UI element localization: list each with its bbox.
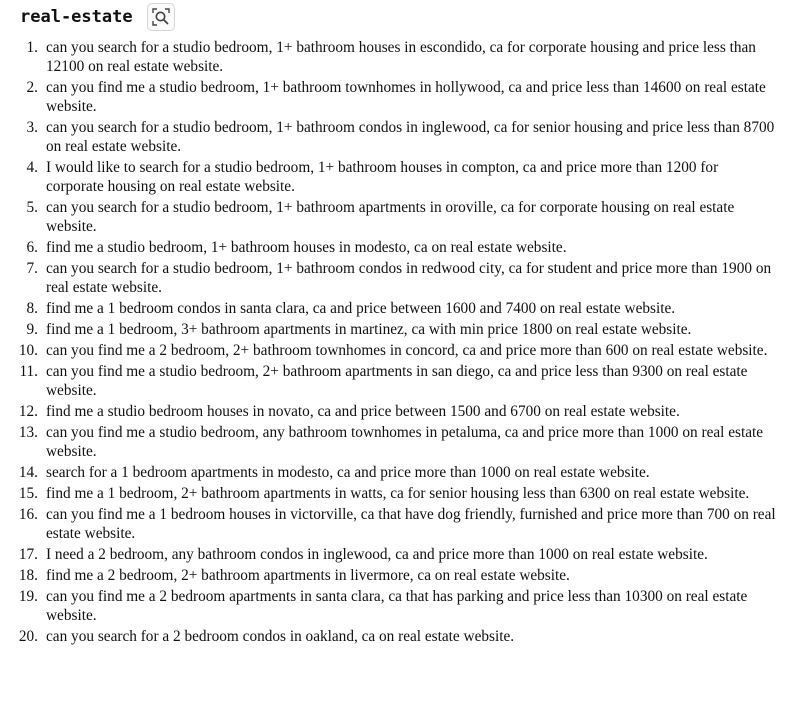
list-item: can you search for a studio bedroom, 1+ bathroom apartments in oroville, ca for corporate housing on real estate website.	[46, 199, 735, 235]
list-item: find me a studio bedroom houses in novato, ca and price between 1500 and 6700 on real estate website.	[46, 403, 680, 420]
task-list	[0, 38, 778, 648]
header	[20, 2, 175, 32]
list-item: can you search for a studio bedroom, 1+ bathroom condos in redwood city, ca for student and price more than 1900 on real estate website.	[46, 260, 772, 296]
list-item: find me a studio bedroom, 1+ bathroom houses in modesto, ca on real estate website.	[46, 239, 567, 256]
list-item: can you find me a 1 bedroom houses in victorville, ca that have dog friendly, furnished and price more than 700 on real estate website.	[46, 506, 776, 542]
list-item: can you find me a studio bedroom, 1+ bathroom townhomes in hollywood, ca and price less than 14600 on real estate website.	[46, 79, 766, 115]
list-item: can you search for a studio bedroom, 1+ bathroom condos in inglewood, ca for senior housing and price less than 8700 on real estate website.	[46, 119, 775, 155]
list-item: can you find me a 2 bedroom, 2+ bathroom townhomes in concord, ca and price more than 600 on real estate website.	[46, 342, 768, 359]
list-item: I need a 2 bedroom, any bathroom condos in inglewood, ca and price more than 1000 on real estate website.	[46, 546, 708, 563]
search-button[interactable]	[147, 3, 175, 31]
search-icon	[151, 7, 171, 27]
list-item: I would like to search for a studio bedroom, 1+ bathroom houses in compton, ca and price more than 1200 for corporate housing on real estate website.	[46, 159, 719, 195]
list-item: find me a 1 bedroom, 3+ bathroom apartments in martinez, ca with min price 1800 on real estate website.	[46, 321, 692, 338]
list-item: can you search for a 2 bedroom condos in oakland, ca on real estate website.	[46, 628, 515, 645]
list-item: find me a 2 bedroom, 2+ bathroom apartments in livermore, ca on real estate website.	[46, 567, 570, 584]
list-item: find me a 1 bedroom, 2+ bathroom apartments in watts, ca for senior housing less than 6300 on real estate website.	[46, 485, 750, 502]
list-item: can you find me a studio bedroom, 2+ bathroom apartments in san diego, ca and price less than 9300 on real estate website.	[46, 363, 748, 399]
list-item: find me a 1 bedroom condos in santa clara, ca and price between 1600 and 7400 on real estate website.	[46, 300, 676, 317]
list-item: can you search for a studio bedroom, 1+ bathroom houses in escondido, ca for corporate housing and price less than 12100 on real estate website.	[46, 39, 756, 75]
page-title: real-estate	[20, 7, 133, 27]
list-item: search for a 1 bedroom apartments in modesto, ca and price more than 1000 on real estate website.	[46, 464, 650, 481]
list-item: can you find me a 2 bedroom apartments in santa clara, ca that has parking and price less than 10300 on real estate website.	[46, 588, 748, 624]
list-item: can you find me a studio bedroom, any bathroom townhomes in petaluma, ca and price more than 1000 on real estate website.	[46, 424, 764, 460]
